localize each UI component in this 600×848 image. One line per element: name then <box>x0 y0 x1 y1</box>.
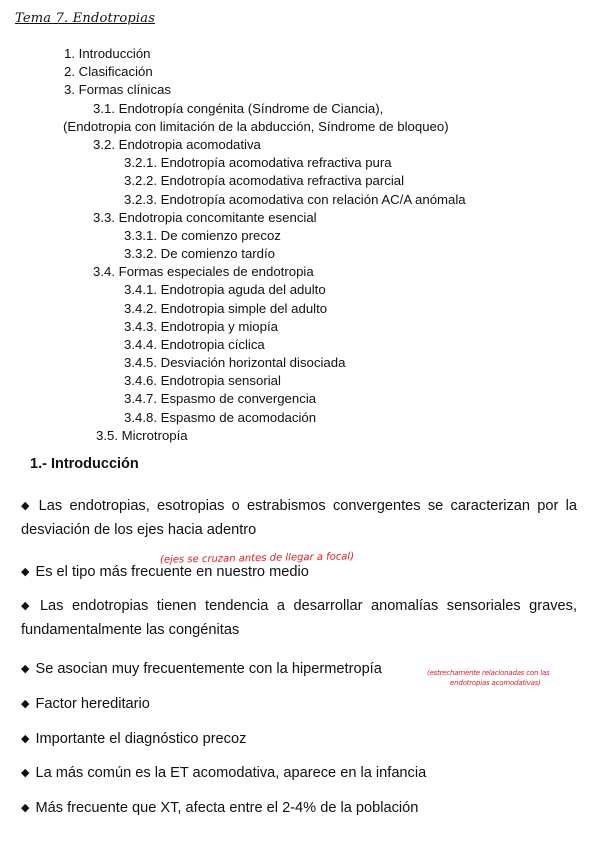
bullet-icon: ◆ <box>21 600 34 612</box>
bullet-icon: ◆ <box>21 802 30 814</box>
list-item: ◆ Importante el diagnóstico precoz <box>21 731 247 747</box>
toc-item: 3.4.6. Endotropia sensorial <box>124 373 281 388</box>
toc-item: 1. Introducción <box>64 46 151 61</box>
toc-item: 3.3. Endotropia concomitante esencial <box>93 210 317 225</box>
toc-item: 3.3.2. De comienzo tardío <box>124 246 276 261</box>
list-item: ◆ Las endotropias, esotropias o estrabismos convergentes se caracterizan por la desviación de los ejes hacia adentro <box>21 498 577 538</box>
toc-item: 3.3.1. De comienzo precoz <box>124 228 281 243</box>
bullet-icon: ◆ <box>21 767 30 779</box>
toc-item: 3.2. Endotropia acomodativa <box>93 137 261 152</box>
bullet-icon: ◆ <box>21 566 30 578</box>
toc-item: 3.2.1. Endotropía acomodativa refractiva pura <box>124 155 392 170</box>
section-heading: 1.- Introducción <box>30 456 139 472</box>
list-item: ◆ Factor hereditario <box>21 696 150 712</box>
toc-item: 3.4.2. Endotropia simple del adulto <box>124 301 328 316</box>
toc-item: 3.2.2. Endotropía acomodativa refractiva parcial <box>124 173 405 188</box>
toc-item: 3.4.5. Desviación horizontal disociada <box>124 355 346 370</box>
page-title: Tema 7. Endotropias <box>15 11 156 26</box>
list-item: ◆ Se asocian muy frecuentemente con la hipermetropía <box>21 661 382 677</box>
handwritten-note-hipermetropia-line2: endotropias acomodativas) <box>450 679 541 687</box>
bullet-icon: ◆ <box>21 663 30 675</box>
toc-item: 3.2.3. Endotropía acomodativa con relación AC/A anómala <box>124 192 466 207</box>
list-item: ◆ Más frecuente que XT, afecta entre el 2-4% de la población <box>21 800 419 816</box>
toc-item: 3.1. Endotropía congénita (Síndrome de Ciancia), <box>93 101 384 116</box>
list-item: ◆ Las endotropias tienen tendencia a desarrollar anomalías sensoriales graves, fundamentalmente las congénitas <box>21 598 577 638</box>
toc-item: 2. Clasificación <box>64 64 153 79</box>
toc-item: 3.4.4. Endotropia cíclica <box>124 337 265 352</box>
list-item: ◆ La más común es la ET acomodativa, aparece en la infancia <box>21 765 427 781</box>
bullet-icon: ◆ <box>21 698 30 710</box>
list-item: ◆ Es el tipo más frecuente en nuestro medio <box>21 564 309 580</box>
toc-item-continuation: (Endotropia con limitación de la abducción, Síndrome de bloqueo) <box>63 119 449 134</box>
toc-item: 3.4.8. Espasmo de acomodación <box>124 410 317 425</box>
toc-item: 3.4.3. Endotropia y miopía <box>124 319 278 334</box>
toc-item: 3.5. Microtropía <box>96 428 188 443</box>
bullet-icon: ◆ <box>21 733 30 745</box>
toc-item: 3.4.7. Espasmo de convergencia <box>124 391 317 406</box>
toc-item: 3.4.1. Endotropia aguda del adulto <box>124 282 326 297</box>
bullet-icon: ◆ <box>21 500 33 512</box>
handwritten-note-ejes: (ejes se cruzan antes de llegar a focal) <box>159 551 355 566</box>
handwritten-note-hipermetropia-line1: (estrechamente relacionadas con las <box>427 669 550 677</box>
toc-item: 3.4. Formas especiales de endotropia <box>93 264 314 279</box>
toc-item: 3. Formas clínicas <box>64 82 172 97</box>
